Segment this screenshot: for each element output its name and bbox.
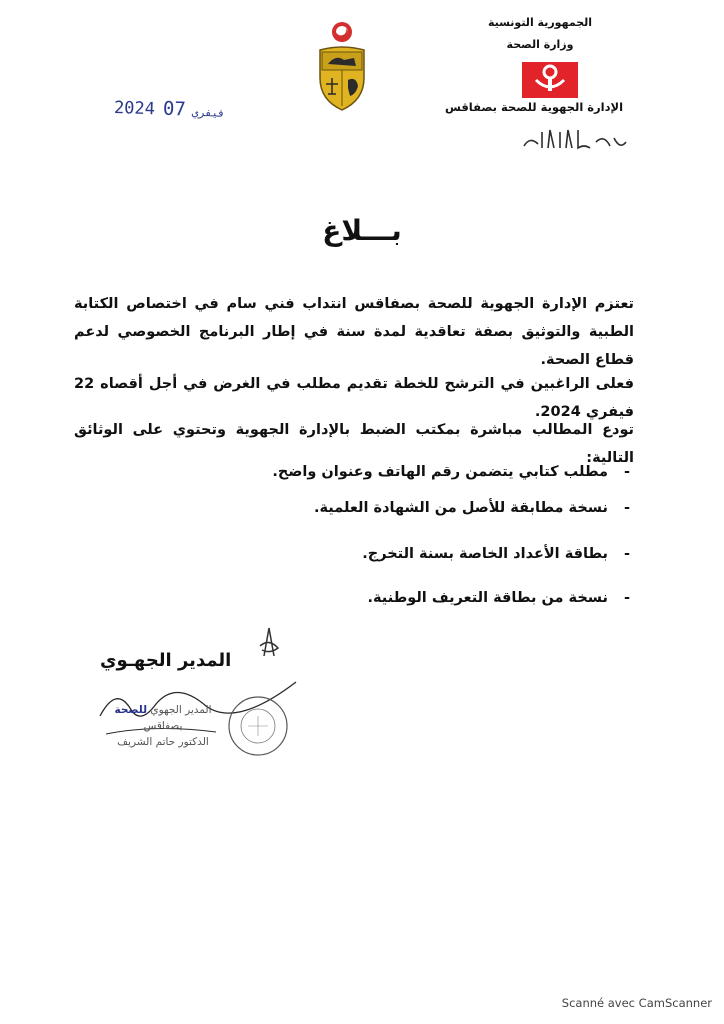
stamp-line-1: المدير الجهوي للصحة xyxy=(114,704,212,716)
document-item-text: مطلب كتابي يتضمن رقم الهاتف وعنوان واضح. xyxy=(272,464,608,480)
tunisia-coat-of-arms-icon xyxy=(310,20,374,114)
stamp-line-3: الدكتور حاتم الشريف xyxy=(117,736,209,748)
list-item xyxy=(88,500,630,516)
signature-stamp-text xyxy=(104,702,222,750)
header-ministry: وزارة الصحة xyxy=(506,38,574,51)
list-bullet: - xyxy=(623,464,630,480)
stamp-month: فيفري xyxy=(191,105,226,120)
received-date-stamp xyxy=(114,96,232,122)
stamp-day: 07 xyxy=(162,97,187,121)
paragraph-submission: تودع المطالب مباشرة بمكتب الضبط بالإدارة الجهوية وتحتوي على الوثائق التالية: xyxy=(74,422,634,466)
initials-signature-icon xyxy=(256,626,282,662)
document-item-text: بطاقة الأعداد الخاصة بسنة التخرج. xyxy=(362,546,608,562)
signer-title: المدير الجهـوي xyxy=(100,650,232,671)
scanner-footer: Scanné avec CamScanner xyxy=(561,996,712,1010)
header-republic: الجمهورية التونسية xyxy=(487,16,593,29)
list-bullet: - xyxy=(623,546,630,562)
handwritten-reference-icon xyxy=(520,124,630,154)
ministry-health-logo-icon xyxy=(522,62,578,98)
list-item xyxy=(88,464,630,480)
official-seal-icon xyxy=(226,694,290,758)
list-bullet: - xyxy=(623,590,630,606)
paragraph-intro: تعتزم الإدارة الجهوية للصحة بصفاقس انتداب فني سام في اختصاص الكتابة الطبية والتوثيق بصفة تعاقدية لمدة سنة في إطار البرنامج الخصوصي لدعم قطاع الصحة. xyxy=(74,296,634,368)
header-regional-directorate: الإدارة الجهوية للصحة بصفاقس xyxy=(444,100,624,114)
stamp-year: 2024 xyxy=(113,97,156,120)
stamp-line-2: بصفاقس xyxy=(143,720,183,732)
list-item xyxy=(88,546,630,562)
document-item-text: نسخة من بطاقة التعريف الوطنية. xyxy=(367,590,608,606)
announcement-title: بـــلاغ xyxy=(322,214,402,247)
stamp-line-1-suffix: للصحة xyxy=(114,704,148,716)
document-item-text: نسخة مطابقة للأصل من الشهادة العلمية. xyxy=(314,500,608,516)
paragraph-deadline: فعلى الراغبين في الترشح للخطة تقديم مطلب في الغرض في أجل أقصاه 22 فيفري 2024. xyxy=(74,376,634,420)
list-bullet: - xyxy=(623,500,630,516)
reference-number xyxy=(520,124,630,154)
list-item xyxy=(88,590,630,606)
